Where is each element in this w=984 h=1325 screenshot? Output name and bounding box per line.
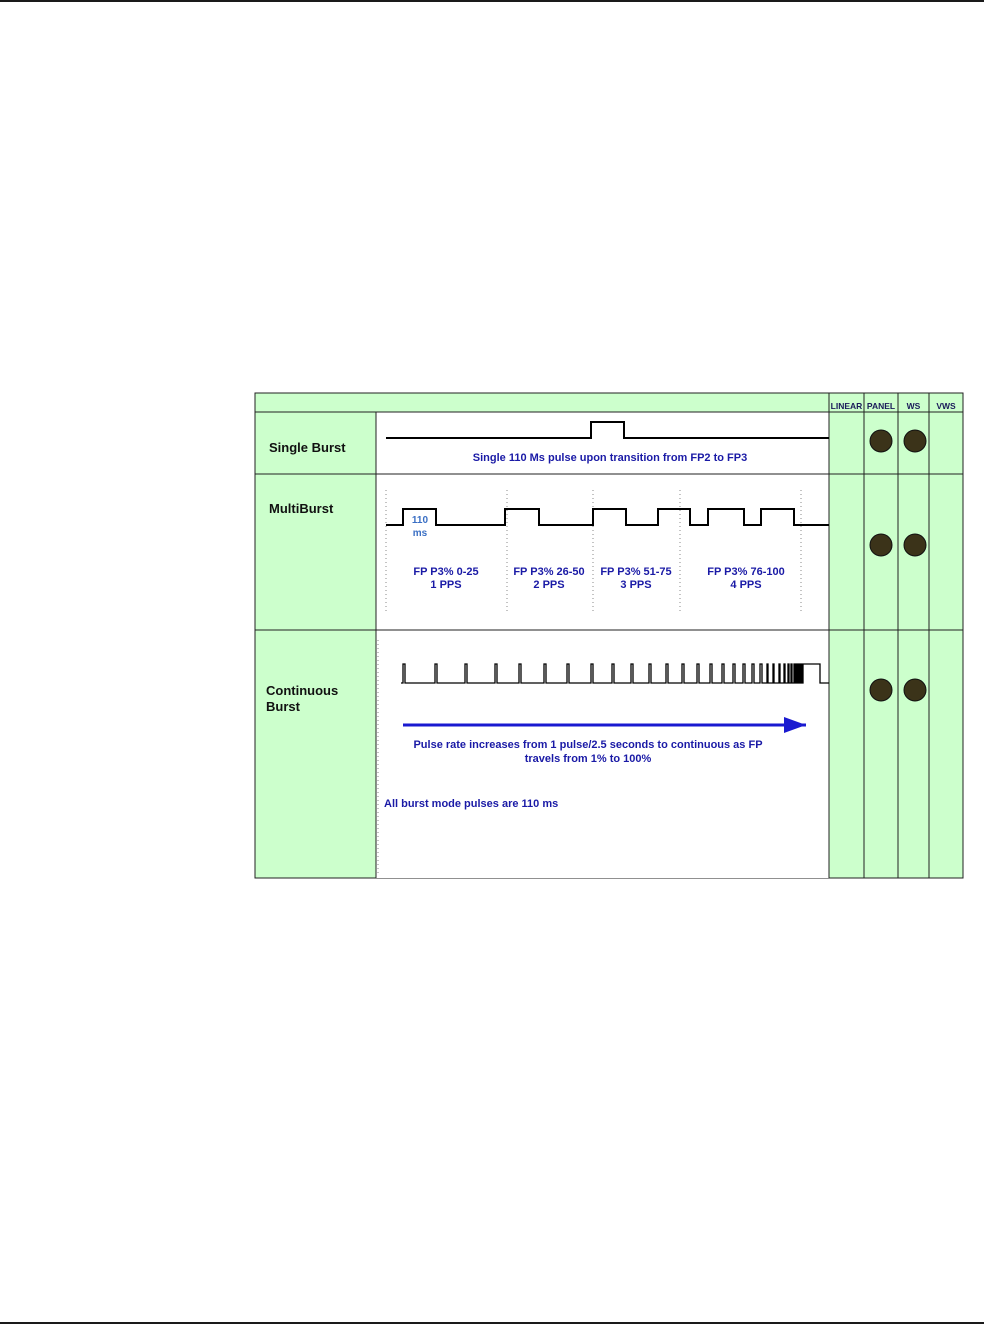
segment-3-rate: 3 PPS [620, 579, 652, 591]
pulse-duration-note: All burst mode pulses are 110 ms [384, 798, 559, 810]
row-label-continuous-line1: Continuous [266, 683, 339, 698]
continuous-caption-line1: Pulse rate increases from 1 pulse/2.5 seconds to continuous as FP [413, 739, 763, 751]
segment-2-rate: 2 PPS [533, 579, 565, 591]
availability-dot-ws-row-3 [904, 679, 926, 701]
segment-4-range: FP P3% 76-100 [707, 566, 785, 578]
single-burst-caption: Single 110 Ms pulse upon transition from FP2 to FP3 [472, 452, 748, 464]
segment-1-range: FP P3% 0-25 [413, 566, 479, 578]
column-header-vws: VWS [936, 401, 956, 411]
availability-dot-ws-row-2 [904, 534, 926, 556]
pulse-width-label-line1: 110 [411, 515, 429, 526]
column-header-ws: WS [906, 401, 921, 411]
row-label-single-burst: Single Burst [269, 440, 346, 455]
availability-dot-panel-row-2 [870, 534, 892, 556]
multiburst-waveform-area [376, 474, 829, 630]
availability-dot-panel-row-1 [870, 430, 892, 452]
column-header-panel: PANEL [866, 401, 896, 411]
segment-4-rate: 4 PPS [730, 579, 762, 591]
segment-3-range: FP P3% 51-75 [600, 566, 672, 578]
segment-1-rate: 1 PPS [430, 579, 462, 591]
continuous-caption-line2: travels from 1% to 100% [524, 753, 652, 765]
row-label-continuous-line2: Burst [266, 699, 300, 714]
row-label-multiburst: MultiBurst [269, 501, 334, 516]
availability-dot-panel-row-3 [870, 679, 892, 701]
availability-dot-ws-row-1 [904, 430, 926, 452]
column-header-linear: LINEAR [830, 401, 863, 411]
pulse-width-label-line2: ms [412, 528, 428, 539]
segment-2-range: FP P3% 26-50 [513, 566, 585, 578]
